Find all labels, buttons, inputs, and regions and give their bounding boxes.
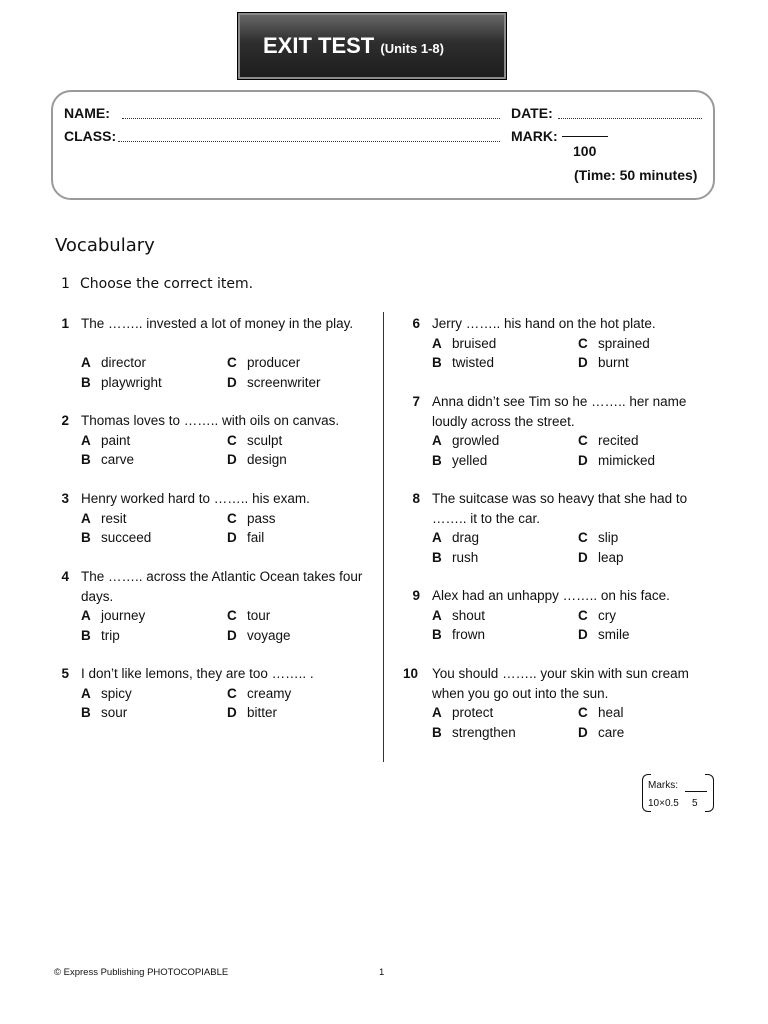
- option-letter[interactable]: D: [227, 705, 237, 720]
- question-number: 4: [61, 569, 69, 584]
- option-a-text[interactable]: resit: [101, 510, 127, 526]
- option-b-text[interactable]: rush: [452, 549, 479, 565]
- column-divider: [383, 312, 384, 762]
- option-letter[interactable]: C: [227, 510, 237, 526]
- question-6: [412, 314, 732, 373]
- option-a-text[interactable]: shout: [452, 607, 486, 623]
- option-c-text[interactable]: producer: [247, 355, 301, 370]
- question-number: 3: [61, 491, 69, 506]
- option-d-text[interactable]: screenwriter: [247, 374, 321, 390]
- option-b-text[interactable]: playwright: [101, 374, 162, 390]
- option-letter[interactable]: A: [81, 608, 91, 623]
- option-letter[interactable]: B: [81, 530, 91, 545]
- option-d-text[interactable]: leap: [598, 549, 624, 565]
- option-b-text[interactable]: twisted: [452, 355, 495, 370]
- option-b-text[interactable]: trip: [101, 627, 120, 643]
- option-a-text[interactable]: journey: [101, 608, 146, 623]
- mark-total: 100: [573, 143, 597, 159]
- title-banner: [237, 12, 507, 80]
- option-d-text[interactable]: bitter: [247, 705, 278, 720]
- option-letter[interactable]: B: [81, 705, 91, 720]
- question-stem: The …….. across the Atlantic Ocean takes four days.: [81, 569, 363, 604]
- option-a-text[interactable]: director: [101, 355, 147, 370]
- option-letter[interactable]: B: [432, 355, 442, 370]
- option-d-text[interactable]: voyage: [247, 627, 291, 643]
- option-letter[interactable]: B: [81, 452, 91, 467]
- question-number: 7: [412, 394, 420, 409]
- marks-denominator: 5: [692, 798, 698, 809]
- option-a-text[interactable]: drag: [452, 530, 480, 545]
- option-letter[interactable]: C: [227, 608, 237, 623]
- option-b-text[interactable]: frown: [452, 627, 486, 642]
- option-letter[interactable]: A: [432, 433, 442, 448]
- option-c-text[interactable]: heal: [598, 705, 624, 720]
- question-4: [61, 567, 381, 645]
- question-stem: Thomas loves to …….. with oils on canvas.: [81, 413, 340, 428]
- class-label: CLASS:: [64, 128, 117, 144]
- option-d-text[interactable]: design: [247, 452, 287, 467]
- option-d-text[interactable]: fail: [247, 530, 265, 545]
- option-a-text[interactable]: protect: [452, 705, 494, 720]
- option-b-text[interactable]: carve: [101, 452, 135, 467]
- option-letter[interactable]: D: [227, 452, 237, 467]
- option-d-text[interactable]: burnt: [598, 355, 629, 370]
- student-info-box: [51, 90, 715, 200]
- marks-calc: 10×0.5: [648, 798, 679, 809]
- option-b-text[interactable]: yelled: [452, 452, 488, 468]
- option-letter[interactable]: D: [227, 627, 237, 643]
- option-b-text[interactable]: sour: [101, 705, 128, 720]
- option-letter[interactable]: D: [578, 627, 588, 642]
- question-stem: Henry worked hard to …….. his exam.: [81, 491, 310, 506]
- option-a-text[interactable]: paint: [101, 432, 131, 448]
- instruction-text: Choose the correct item.: [80, 276, 254, 292]
- option-c-text[interactable]: sculpt: [247, 432, 283, 448]
- option-letter[interactable]: C: [578, 433, 588, 448]
- option-letter[interactable]: A: [432, 705, 442, 720]
- question-9: [412, 586, 732, 645]
- option-letter[interactable]: A: [81, 432, 91, 448]
- time-limit: (Time: 50 minutes): [574, 167, 698, 183]
- option-b-text[interactable]: succeed: [101, 530, 152, 545]
- option-letter[interactable]: D: [578, 355, 588, 370]
- mark-field[interactable]: [562, 136, 608, 137]
- option-letter[interactable]: B: [81, 627, 91, 643]
- question-number: 6: [412, 316, 420, 331]
- option-letter[interactable]: D: [227, 530, 237, 545]
- option-letter[interactable]: C: [227, 432, 237, 448]
- option-letter[interactable]: D: [578, 724, 588, 740]
- question-number: 8: [412, 491, 420, 506]
- option-letter[interactable]: B: [432, 452, 442, 468]
- title-subtitle: (Units 1-8): [380, 41, 444, 56]
- option-letter[interactable]: C: [227, 355, 237, 370]
- option-c-text[interactable]: slip: [598, 530, 619, 545]
- question-2: [61, 411, 381, 470]
- question-stem: The suitcase was so heavy that she had to …….. it to the car.: [432, 491, 688, 526]
- question-1: [61, 314, 381, 392]
- option-letter[interactable]: C: [578, 335, 588, 351]
- marks-label: Marks:: [648, 780, 678, 791]
- option-letter[interactable]: A: [432, 335, 442, 351]
- option-letter[interactable]: A: [81, 355, 91, 370]
- option-c-text[interactable]: sprained: [598, 335, 650, 351]
- option-letter[interactable]: D: [227, 374, 237, 390]
- question-number: 2: [61, 413, 69, 428]
- instruction-number: 1: [61, 276, 70, 292]
- option-letter[interactable]: C: [227, 685, 237, 701]
- option-c-text[interactable]: tour: [247, 608, 271, 623]
- question-number: 10: [402, 666, 418, 681]
- marks-box: [642, 774, 714, 812]
- option-letter[interactable]: D: [578, 452, 588, 468]
- option-letter[interactable]: B: [432, 724, 442, 740]
- question-stem: Alex had an unhappy …….. on his face.: [432, 588, 670, 603]
- option-b-text[interactable]: strengthen: [452, 724, 516, 740]
- option-letter[interactable]: C: [578, 607, 588, 623]
- question-stem: You should …….. your skin with sun cream when you go out into the sun.: [432, 666, 689, 701]
- page-title: [263, 33, 444, 59]
- date-field[interactable]: [558, 118, 702, 119]
- name-field[interactable]: [122, 118, 500, 119]
- question-number: 5: [61, 666, 69, 681]
- option-d-text[interactable]: care: [598, 724, 625, 740]
- option-letter[interactable]: C: [578, 705, 588, 720]
- question-stem: The …….. invested a lot of money in the play.: [81, 316, 354, 331]
- mark-label: MARK:: [511, 128, 558, 144]
- option-c-text[interactable]: pass: [247, 510, 276, 526]
- date-label: DATE:: [511, 105, 553, 121]
- question-10: [402, 664, 732, 742]
- question-number: 9: [412, 588, 420, 603]
- question-5: [61, 664, 381, 723]
- class-field[interactable]: [118, 141, 500, 142]
- option-c-text[interactable]: creamy: [247, 685, 292, 701]
- option-letter[interactable]: B: [432, 549, 442, 565]
- option-letter[interactable]: A: [432, 530, 442, 545]
- page-number: 1: [379, 967, 385, 978]
- option-c-text[interactable]: cry: [598, 607, 616, 623]
- title-main: EXIT TEST: [263, 33, 375, 58]
- question-stem: Jerry …….. his hand on the hot plate.: [432, 316, 656, 331]
- option-c-text[interactable]: recited: [598, 433, 639, 448]
- question-number: 1: [61, 316, 69, 331]
- option-letter[interactable]: B: [432, 627, 442, 642]
- option-letter[interactable]: A: [432, 607, 442, 623]
- option-letter[interactable]: D: [578, 549, 588, 565]
- question-8: [412, 489, 732, 567]
- name-label: NAME:: [64, 105, 110, 121]
- option-a-text[interactable]: bruised: [452, 335, 497, 351]
- question-7: [412, 392, 732, 470]
- option-d-text[interactable]: smile: [598, 627, 630, 642]
- option-a-text[interactable]: spicy: [101, 685, 132, 701]
- marks-bracket-right: [705, 774, 714, 812]
- question-stem: I don’t like lemons, they are too …….. .: [81, 666, 314, 681]
- question-stem: Anna didn’t see Tim so he …….. her name loudly across the street.: [432, 394, 687, 429]
- option-letter[interactable]: C: [578, 530, 588, 545]
- option-letter[interactable]: A: [81, 685, 91, 701]
- question-3: [61, 489, 381, 548]
- option-letter[interactable]: B: [81, 374, 91, 390]
- footer-copyright: © Express Publishing PHOTOCOPIABLE: [54, 967, 229, 978]
- marks-blank[interactable]: [685, 791, 707, 792]
- option-d-text[interactable]: mimicked: [598, 452, 656, 468]
- option-letter[interactable]: A: [81, 510, 91, 526]
- option-a-text[interactable]: growled: [452, 433, 500, 448]
- section-title: Vocabulary: [55, 235, 155, 256]
